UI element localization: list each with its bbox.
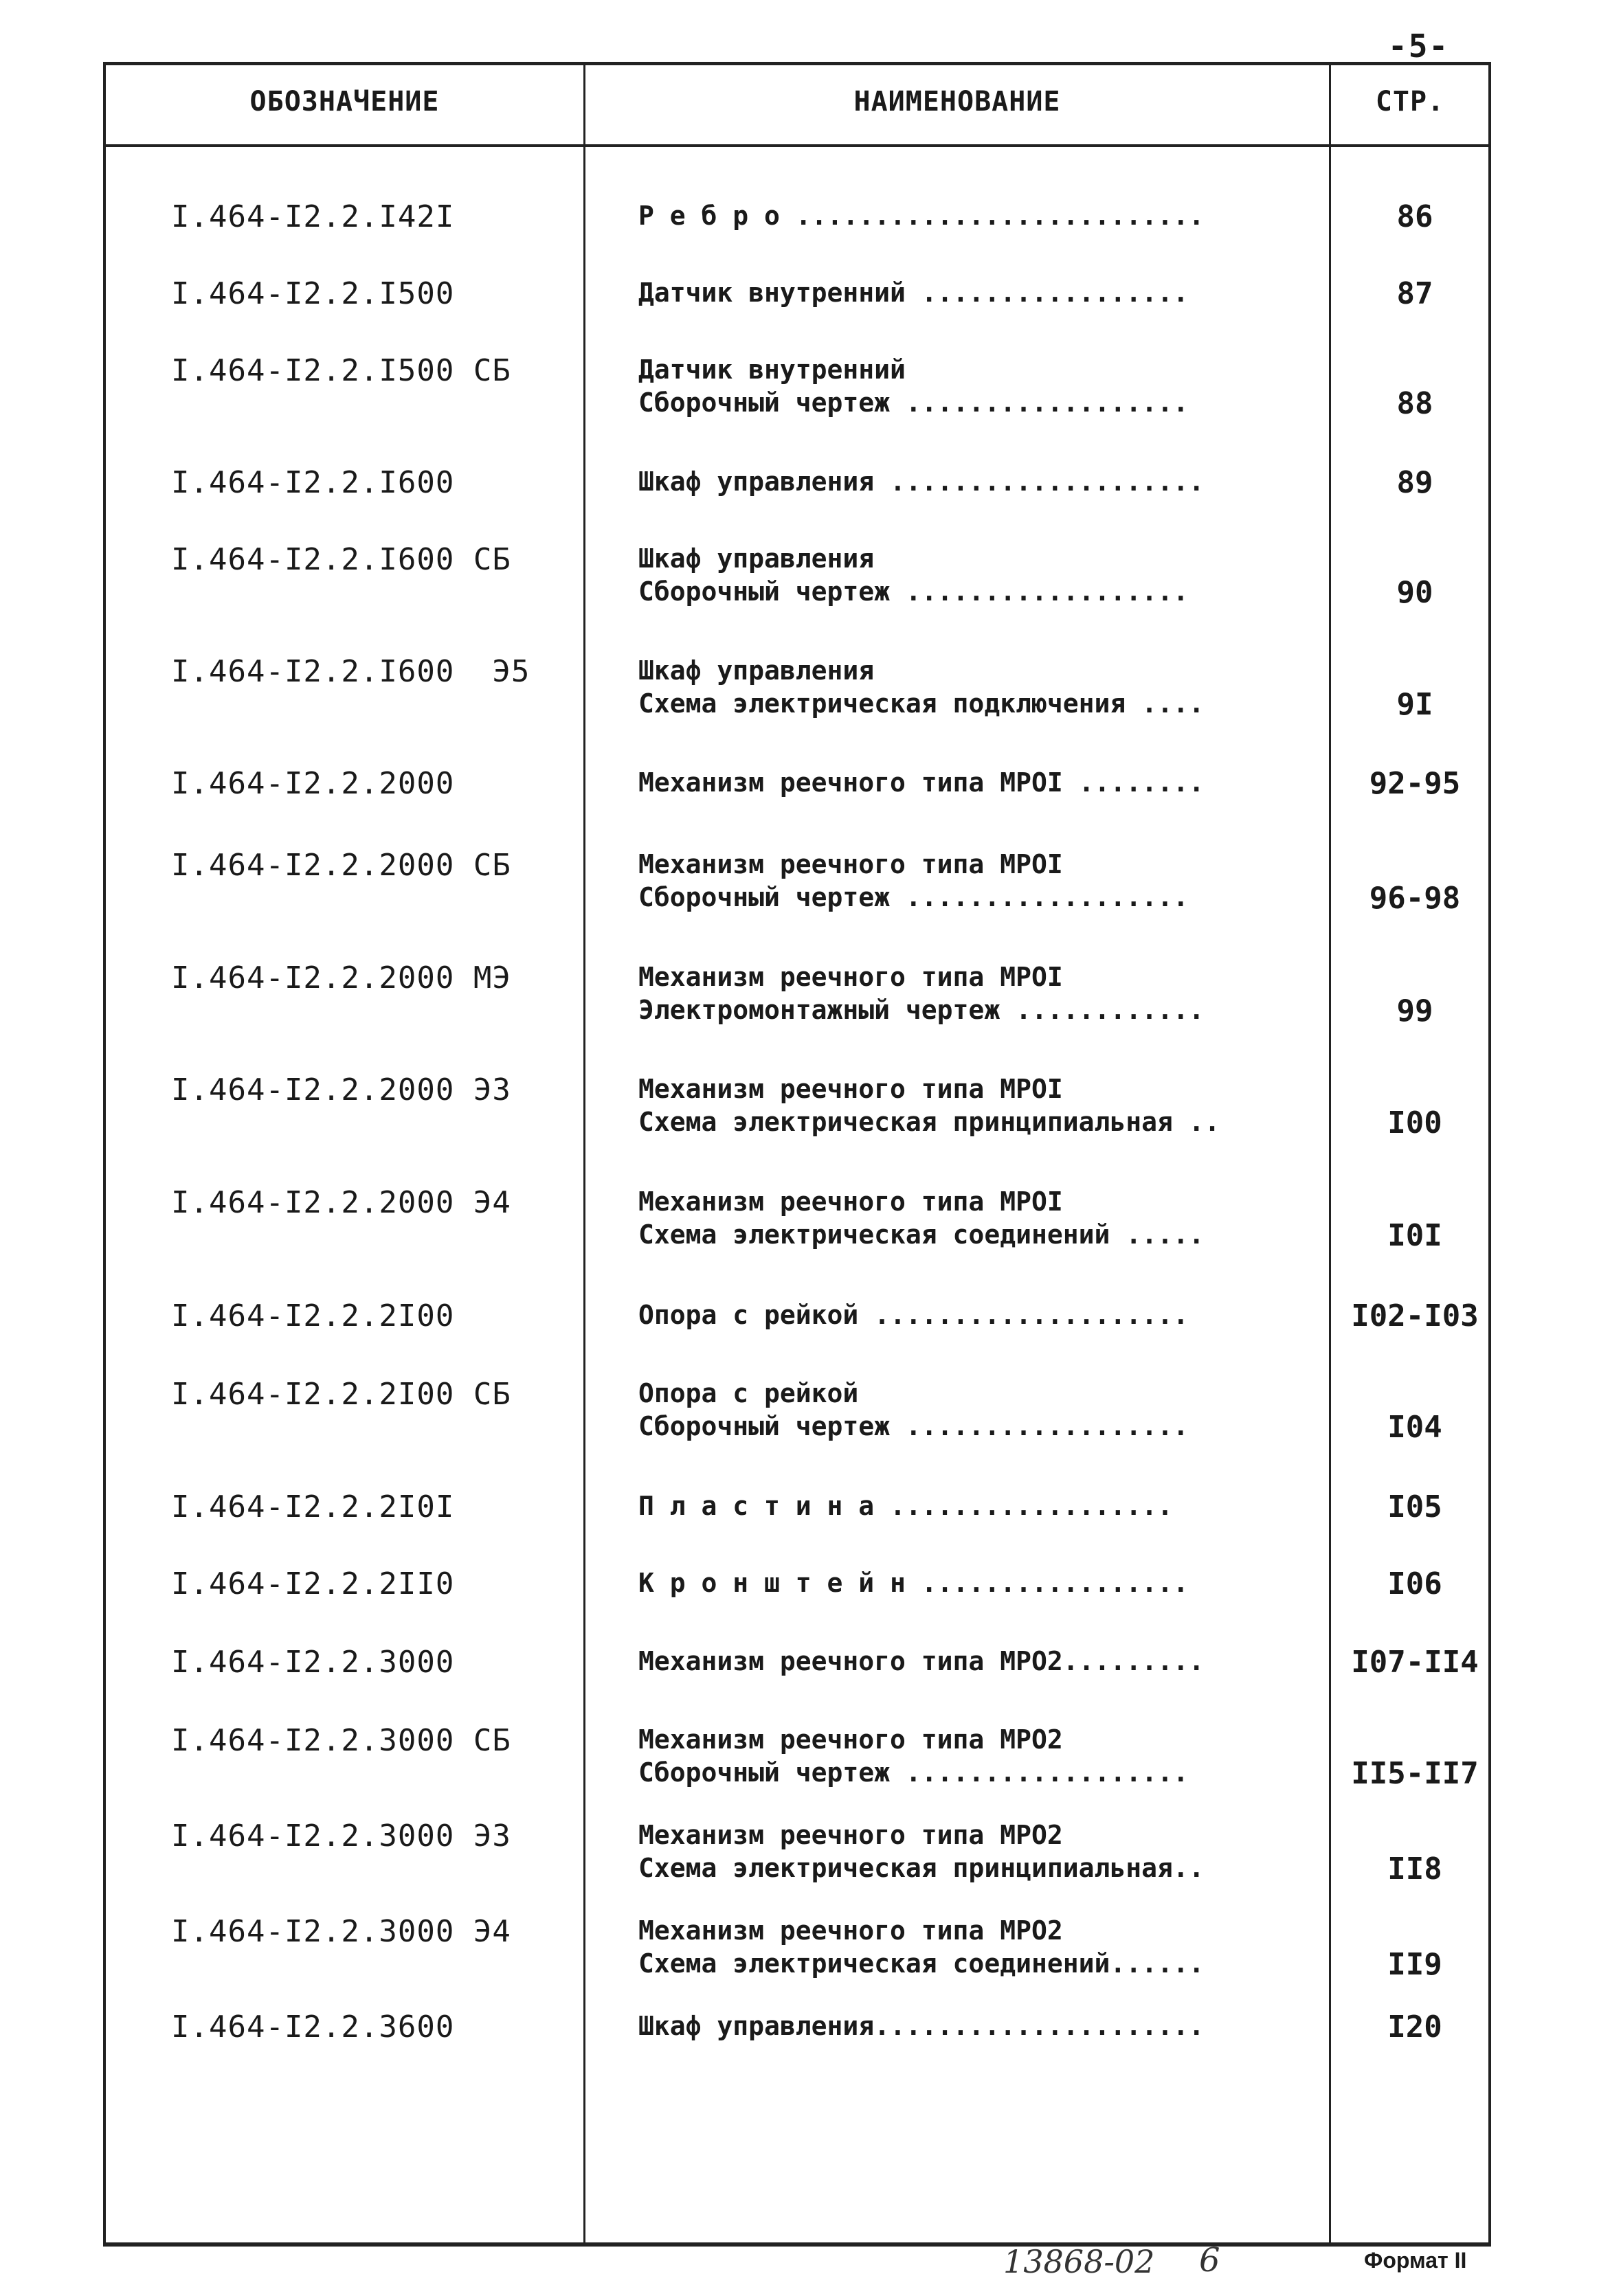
designation-cell: I.464-I2.2.3000 Э4 bbox=[171, 1914, 511, 1949]
name-cell bbox=[638, 1185, 1411, 1251]
name-line: Сборочный чертеж .................. bbox=[638, 1757, 1189, 1788]
page-cell: 86 bbox=[1396, 199, 1433, 234]
header-page: СТР. bbox=[1375, 86, 1445, 117]
page-cell: 88 bbox=[1396, 386, 1433, 421]
name-line: Механизм реечного типа МРО2 bbox=[638, 1915, 1063, 1946]
name-line: Сборочный чертеж .................. bbox=[638, 1411, 1189, 1441]
page-cell: 87 bbox=[1396, 276, 1433, 311]
name-line: Датчик внутренний ................. bbox=[638, 278, 1189, 308]
header-designation: ОБОЗНАЧЕНИЕ bbox=[249, 86, 440, 117]
name-line: Схема электрическая соединений ..... bbox=[638, 1219, 1205, 1250]
name-line: Сборочный чертеж .................. bbox=[638, 882, 1189, 912]
page-number: -5- bbox=[1388, 27, 1450, 65]
page-cell: 90 bbox=[1396, 575, 1433, 610]
designation-cell: I.464-I2.2.I42I bbox=[171, 199, 455, 234]
page-cell: II9 bbox=[1387, 1947, 1442, 1982]
designation-cell: I.464-I2.2.2000 Э4 bbox=[171, 1185, 511, 1220]
name-line: Механизм реечного типа МРОI ........ bbox=[638, 767, 1205, 798]
designation-cell: I.464-I2.2.2I0I bbox=[171, 1489, 455, 1524]
name-cell bbox=[638, 199, 1411, 232]
designation-cell: I.464-I2.2.3000 Э3 bbox=[171, 1819, 511, 1854]
name-line: Механизм реечного типа МРОI bbox=[638, 849, 1063, 879]
designation-cell: I.464-I2.2.2000 МЭ bbox=[171, 960, 511, 995]
designation-cell: I.464-I2.2.I500 СБ bbox=[171, 353, 511, 388]
page-cell: I02-I03 bbox=[1351, 1298, 1479, 1333]
footer-sheet-number: 6 bbox=[1199, 2241, 1220, 2280]
name-line: Шкаф управления .................... bbox=[638, 466, 1205, 497]
page-cell: 92-95 bbox=[1369, 766, 1461, 801]
page-cell: I20 bbox=[1387, 2010, 1442, 2045]
page-cell: I04 bbox=[1387, 1410, 1442, 1445]
name-line: Шкаф управления bbox=[638, 655, 875, 686]
page-cell: I05 bbox=[1387, 1489, 1442, 1524]
designation-cell: I.464-I2.2.2I00 bbox=[171, 1298, 455, 1333]
header-divider bbox=[106, 144, 1488, 147]
name-cell bbox=[638, 1645, 1411, 1678]
designation-cell: I.464-I2.2.2000 bbox=[171, 766, 455, 801]
name-line: Опора с рейкой bbox=[638, 1378, 859, 1408]
designation-cell: I.464-I2.2.3000 bbox=[171, 1645, 455, 1680]
name-line: Электромонтажный чертеж ............ bbox=[638, 995, 1205, 1025]
header-name: НАИМЕНОВАНИЕ bbox=[853, 86, 1061, 117]
name-cell bbox=[638, 1489, 1411, 1522]
page-cell: 99 bbox=[1396, 993, 1433, 1028]
designation-cell: I.464-I2.2.2I00 СБ bbox=[171, 1377, 511, 1412]
name-cell bbox=[638, 276, 1411, 309]
name-line: Шкаф управления..................... bbox=[638, 2011, 1205, 2041]
designation-cell: I.464-I2.2.2000 Э3 bbox=[171, 1072, 511, 1107]
name-line: Схема электрическая соединений...... bbox=[638, 1948, 1205, 1979]
page-cell: I0I bbox=[1387, 1218, 1442, 1253]
name-cell bbox=[638, 1723, 1411, 1789]
name-cell bbox=[638, 465, 1411, 498]
designation-cell: I.464-I2.2.I600 bbox=[171, 465, 455, 500]
name-cell bbox=[638, 1566, 1411, 1599]
name-cell bbox=[638, 353, 1411, 419]
name-cell bbox=[638, 1072, 1411, 1138]
page-cell: 89 bbox=[1396, 465, 1433, 500]
footer-format: Формат II bbox=[1364, 2248, 1467, 2273]
name-line: Механизм реечного типа МРО2 bbox=[638, 1724, 1063, 1755]
name-line: Р е б р о .......................... bbox=[638, 201, 1205, 231]
column-divider bbox=[583, 65, 585, 2242]
name-cell bbox=[638, 1914, 1411, 1980]
name-cell bbox=[638, 1819, 1411, 1884]
name-line: Датчик внутренний bbox=[638, 354, 906, 385]
name-line: Механизм реечного типа МРОI bbox=[638, 962, 1063, 992]
name-line: Опора с рейкой .................... bbox=[638, 1300, 1189, 1330]
designation-cell: I.464-I2.2.I600 Э5 bbox=[171, 654, 530, 689]
designation-cell: I.464-I2.2.2II0 bbox=[171, 1566, 455, 1601]
name-cell bbox=[638, 766, 1411, 799]
name-line: Механизм реечного типа МРОI bbox=[638, 1074, 1063, 1104]
name-cell bbox=[638, 542, 1411, 608]
page-cell: II5-II7 bbox=[1351, 1756, 1479, 1791]
name-line: Шкаф управления bbox=[638, 543, 875, 574]
table-frame bbox=[103, 62, 1491, 2247]
page-cell: 9I bbox=[1396, 687, 1433, 722]
designation-cell: I.464-I2.2.3600 bbox=[171, 2010, 455, 2045]
page-cell: I06 bbox=[1387, 1566, 1442, 1601]
name-line: Схема электрическая принципиальная .. bbox=[638, 1107, 1220, 1137]
page-cell: 96-98 bbox=[1369, 881, 1461, 916]
name-cell bbox=[638, 960, 1411, 1026]
page-cell: II8 bbox=[1387, 1852, 1442, 1887]
name-line: Схема электрическая принципиальная.. bbox=[638, 1853, 1205, 1883]
name-cell bbox=[638, 1377, 1411, 1443]
name-line: Схема электрическая подключения .... bbox=[638, 688, 1205, 719]
designation-cell: I.464-I2.2.I500 bbox=[171, 276, 455, 311]
name-line: Механизм реечного типа МРО2......... bbox=[638, 1646, 1205, 1676]
footer-doc-code: 13868-02 bbox=[1003, 2243, 1155, 2280]
name-line: Механизм реечного типа МРО2 bbox=[638, 1820, 1063, 1850]
name-line: К р о н ш т е й н ................. bbox=[638, 1568, 1189, 1598]
name-cell bbox=[638, 2010, 1411, 2042]
name-line: Сборочный чертеж .................. bbox=[638, 576, 1189, 607]
designation-cell: I.464-I2.2.2000 СБ bbox=[171, 848, 511, 883]
page-cell: I07-II4 bbox=[1351, 1645, 1479, 1680]
name-cell bbox=[638, 654, 1411, 720]
name-line: Сборочный чертеж .................. bbox=[638, 387, 1189, 418]
name-cell bbox=[638, 1298, 1411, 1331]
page-cell: I00 bbox=[1387, 1105, 1442, 1140]
name-cell bbox=[638, 848, 1411, 914]
designation-cell: I.464-I2.2.3000 СБ bbox=[171, 1723, 511, 1758]
designation-cell: I.464-I2.2.I600 СБ bbox=[171, 542, 511, 577]
name-line: П л а с т и н а .................. bbox=[638, 1491, 1173, 1521]
name-line: Механизм реечного типа МРОI bbox=[638, 1186, 1063, 1217]
